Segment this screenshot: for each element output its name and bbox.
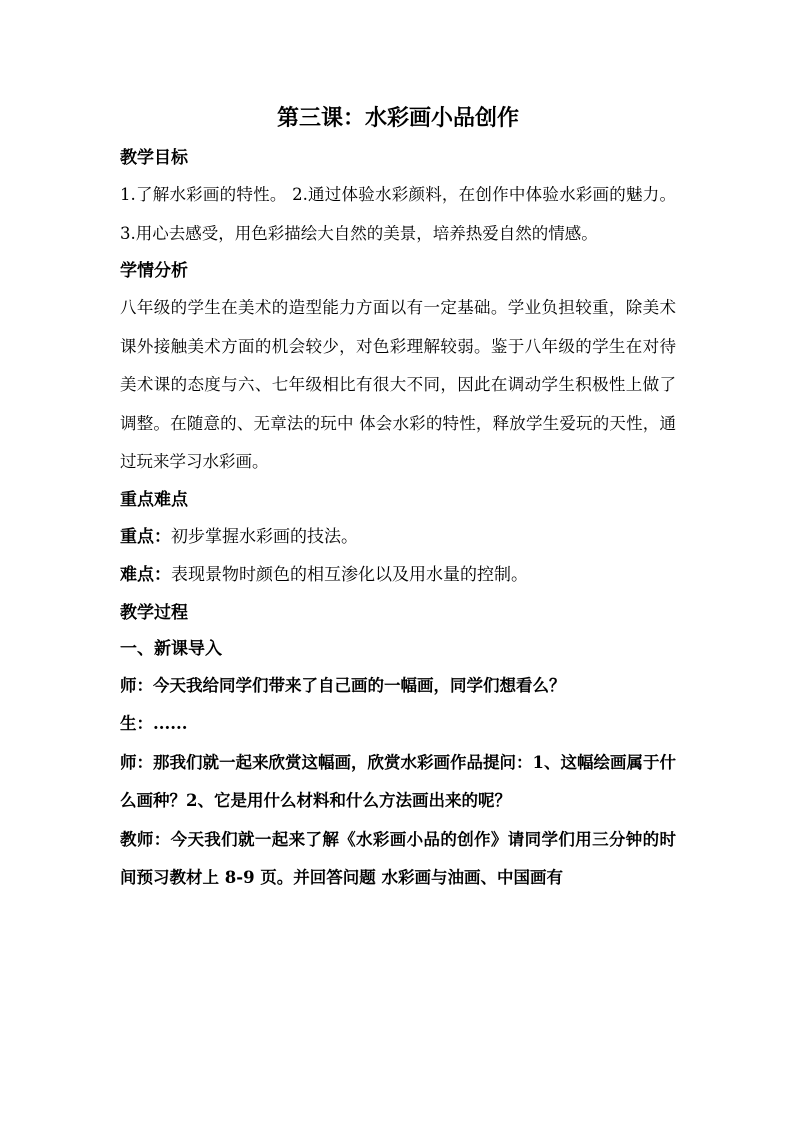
process-heading: 教学过程 [120, 602, 188, 623]
analysis-text: 八年级的学生在美术的造型能力方面以有一定基础。学业负担较重，除美术课外接触美术方面的机会较少，对色彩理解较弱。鉴于八年级的学生在对待美术课的态度与六、七年级相比有很大不同，因此在调动学生积极性上做了调整。在随意的、无章法的玩中 体会水彩的特性，释放学生爱玩的天性，通过玩来学习水彩画。 [120, 298, 676, 471]
dialogue-line: 教师：今天我们就一起来了解《水彩画小品的创作》请同学们用三分钟的时间预习教材上 8-9 页。并回答问题 水彩画与油画、中国画有 [120, 829, 676, 887]
difficult-point-label: 难点： [120, 565, 171, 585]
analysis-heading: 学情分析 [120, 261, 188, 281]
key-point-text: 初步掌握水彩画的技法。 [171, 526, 358, 547]
process-sub-heading: 一、新课导入 [120, 638, 222, 659]
goals-heading: 教学目标 [120, 148, 188, 168]
document-page [120, 96, 676, 898]
difficult-point-line [120, 556, 676, 595]
key-point-label: 重点： [120, 526, 171, 547]
dialogue-line: 生：...... [120, 714, 188, 733]
key-points-heading: 重点难点 [120, 489, 188, 510]
dialogue-line: 师：那我们就一起来欣赏这幅画，欣赏水彩画作品提问：1、这幅绘画属于什么画种？2、它是用什么材料和什么方法画出来的呢？ [120, 752, 676, 810]
goals-text: 1.了解水彩画的特性。 2.通过体验水彩颜料，在创作中体验水彩画的魅力。 3.用心去感受，用色彩描绘大自然的美景，培养热爱自然的情感。 [120, 185, 676, 243]
dialogue-line: 师：今天我给同学们带来了自己画的一幅画，同学们想看么？ [120, 675, 566, 695]
document-title: 第三课：水彩画小品创作 [276, 105, 519, 131]
key-point-line [120, 518, 676, 557]
difficult-point-text: 表现景物时颜色的相互渗化以及用水量的控制。 [171, 565, 528, 585]
